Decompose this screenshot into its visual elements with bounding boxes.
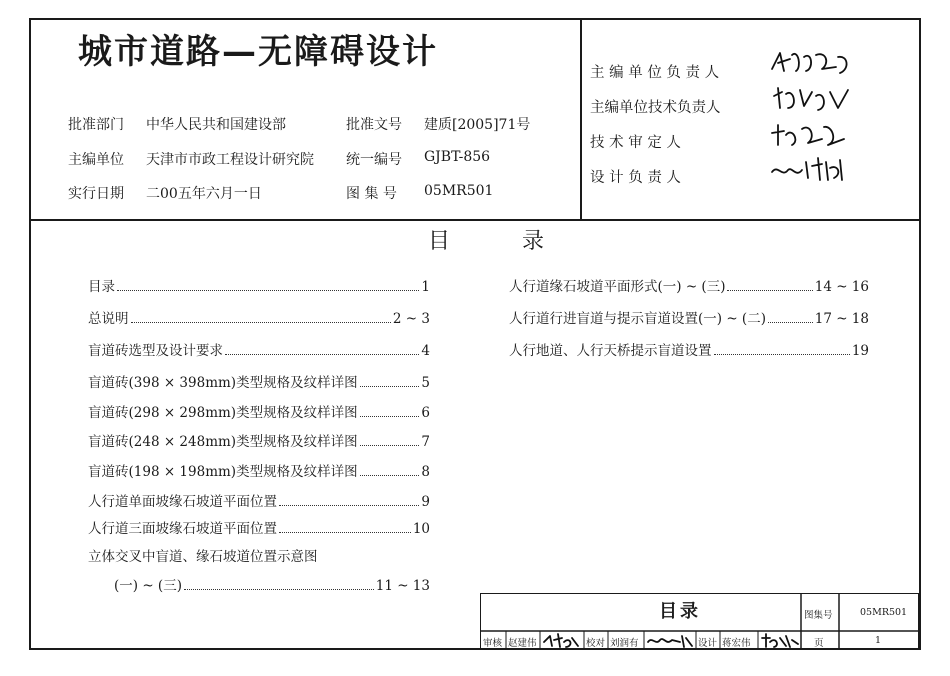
atlas-number-value: 05MR501: [424, 183, 494, 199]
toc-item[interactable]: 目录 1: [88, 279, 430, 295]
signature-review: [542, 632, 582, 649]
technical-reviewer-label: 技 术 审 定 人: [590, 135, 681, 151]
effective-date-value: 二00五年六月一日: [146, 186, 262, 202]
effective-date-label: 实行日期: [68, 186, 124, 202]
tech-responsible-label: 主编单位技术负责人: [590, 100, 721, 116]
toc-heading-left: 目: [428, 229, 451, 254]
signature-reviewer: [768, 117, 858, 153]
approval-dept-value: 中华人民共和国建设部: [146, 117, 286, 133]
atlas-number-label: 图 集 号: [346, 186, 397, 202]
review-label: 审核: [483, 638, 503, 649]
toc-item[interactable]: 人行道行进盲道与提示盲道设置(一) ~ (二) 17 ~ 18: [509, 311, 869, 327]
editor-unit-value: 天津市市政工程设计研究院: [146, 152, 314, 168]
toc-item[interactable]: 盲道砖(298 × 298mm)类型规格及纹样详图 6: [88, 405, 430, 421]
toc-item-multiline-title[interactable]: 立体交叉中盲道、缘石坡道位置示意图: [88, 549, 318, 565]
atlas-label: 图集号: [804, 610, 833, 621]
toc-item[interactable]: 人行地道、人行天桥提示盲道设置 19: [509, 343, 869, 359]
approval-dept-label: 批准部门: [68, 117, 124, 133]
toc-item[interactable]: 盲道砖(248 × 248mm)类型规格及纹样详图 7: [88, 434, 430, 450]
title-block-title: 目录: [659, 601, 701, 622]
editor-unit-label: 主编单位: [68, 152, 124, 168]
toc-item[interactable]: 盲道砖选型及设计要求 4: [88, 343, 430, 359]
signature-check: [646, 632, 694, 649]
page-value: 1: [875, 635, 882, 646]
header-divider: [29, 219, 921, 221]
toc-item[interactable]: 人行道单面坡缘石坡道平面位置 9: [88, 494, 430, 510]
signature-design-small: [760, 632, 800, 649]
title-block: [480, 593, 919, 650]
check-label: 校对: [586, 638, 606, 649]
approval-doc-label: 批准文号: [346, 117, 402, 133]
design-label: 设计: [698, 638, 718, 649]
toc-item[interactable]: 盲道砖(398 × 398mm)类型规格及纹样详图 5: [88, 375, 430, 391]
check-name: 刘润有: [610, 638, 639, 649]
design-name: 蒋宏伟: [722, 638, 751, 649]
unified-number-value: GJBT-856: [424, 149, 491, 165]
unified-number-label: 统一编号: [346, 152, 402, 168]
signature-tech: [768, 82, 858, 118]
atlas-title: 城市道路—无障碍设计: [78, 32, 438, 72]
page-label: 页: [814, 638, 824, 649]
approval-doc-value: 建质[2005]71号: [424, 117, 531, 133]
toc-item[interactable]: 总说明 2 ~ 3: [88, 311, 430, 327]
toc-heading-right: 录: [522, 229, 545, 254]
review-name: 赵建伟: [508, 638, 537, 649]
toc-item[interactable]: 盲道砖(198 × 198mm)类型规格及纹样详图 8: [88, 464, 430, 480]
toc-item[interactable]: 人行道三面坡缘石坡道平面位置 10: [88, 521, 430, 537]
chief-responsible-label: 主 编 单 位 负 责 人: [590, 65, 720, 81]
signature-design: [768, 152, 858, 188]
header-column-divider: [580, 18, 582, 221]
atlas-value: 05MR501: [860, 607, 908, 618]
toc-item[interactable]: 人行道缘石坡道平面形式(一) ~ (三) 14 ~ 16: [509, 279, 869, 295]
toc-item-multiline-pages[interactable]: (一) ~ (三) 11 ~ 13: [114, 578, 430, 594]
design-responsible-label: 设 计 负 责 人: [590, 170, 681, 186]
signature-chief: [768, 47, 858, 83]
